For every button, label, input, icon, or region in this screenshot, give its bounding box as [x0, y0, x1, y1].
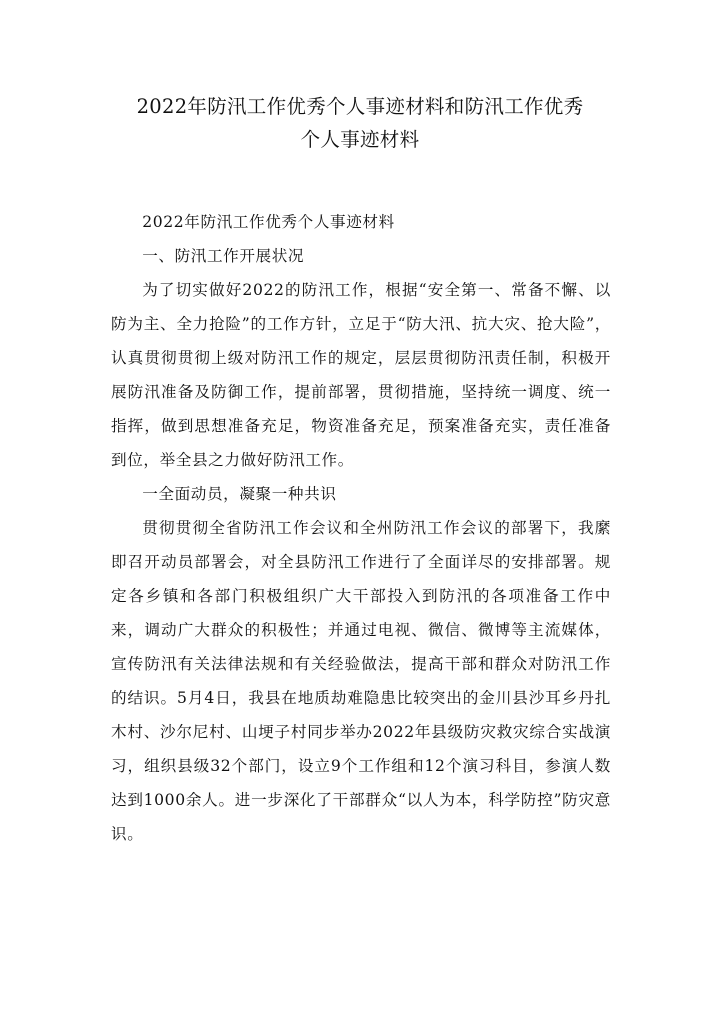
title-line-2: 个人事迹材料 — [300, 128, 420, 151]
title-line-1: 2022年防汛工作优秀个人事迹材料和防汛工作优秀 — [136, 95, 584, 118]
body-paragraph: 贯彻贯彻全省防汛工作会议和全州防汛工作会议的部署下，我縻即召开动员部署会，对全县防汛工作进行了全面详尽的安排部署。规定各乡镇和各部门积极组织广大干部投入到防汛的各项准备工作中来，调动广大群众的积极性；并通过电视、微信、微博等主流媒体，宣传防汛有关法律法规和有关经验做法，提高干部和群众对防汛工作的结识。5月4日，我县在地质劫难隐患比较突出的金川县沙耳乡丹扎木村、沙尔尼村、山埂子村同步举办2022年县级防灾救灾综合实战演习，组织县级32个部门，设立9个工作组和12个演习科目，参演人数达到1000余人。进一步深化了干部群众“以人为本，科学防控”防灾意识。 — [111, 519, 611, 843]
document-title — [95, 90, 625, 156]
section-heading: 一、防汛工作开展状况 — [142, 247, 305, 265]
document-body — [111, 205, 611, 851]
body-paragraph: 为了切实做好2022的防汛工作，根据“安全第一、常备不懈、以防为主、全力抢险”的工作方针，立足于“防大汛、抗大灾、抢大险”，认真贯彻贯彻上级对防汛工作的规定，层层贯彻防汛责任制，积极开展防汛准备及防御工作，提前部署，贯彻措施，坚持统一调度、统一指挥，做到思想准备充足，物资准备充足，预案准备充实，责任准备到位，举全县之力做好防汛工作。 — [111, 281, 611, 469]
subtitle-paragraph: 2022年防汛工作优秀个人事迹材料 — [142, 213, 395, 231]
subsection-heading: 一全面动员，凝聚一种共识 — [142, 485, 337, 503]
